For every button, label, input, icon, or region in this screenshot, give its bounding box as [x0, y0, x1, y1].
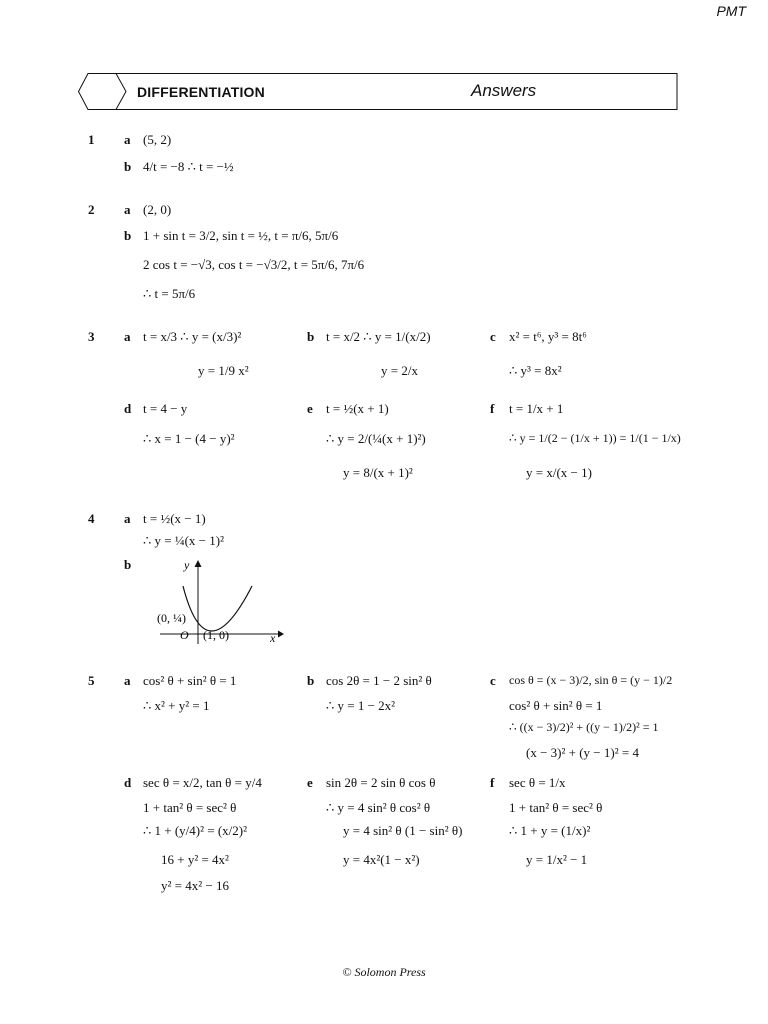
answer-line: sin 2θ = 2 sin θ cos θ	[326, 775, 436, 790]
x-axis-arrow-icon	[278, 631, 284, 638]
question-number: 2	[88, 202, 95, 217]
part-label: c	[490, 673, 496, 688]
answer-line: y = x/(x − 1)	[526, 465, 592, 480]
answer-line: cos 2θ = 1 − 2 sin² θ	[326, 673, 432, 688]
answer-line: 1 + tan² θ = sec² θ	[509, 800, 603, 815]
answer-line: t = 1/x + 1	[509, 401, 564, 416]
answer-line: ∴ ((x − 3)/2)² + ((y − 1)/2)² = 1	[509, 720, 659, 734]
answer-line: (2, 0)	[143, 202, 172, 217]
answer-line: t = x/3 ∴ y = (x/3)²	[143, 329, 242, 344]
answer-line: ∴ y = 2/(¼(x + 1)²)	[326, 431, 426, 446]
answer-line: (x − 3)² + (y − 1)² = 4	[526, 745, 639, 760]
pmt-label: PMT	[716, 3, 746, 19]
part-label: a	[124, 132, 131, 147]
y-intercept-label: (0, ¼)	[157, 611, 186, 625]
hexagon-icon	[79, 74, 127, 110]
answer-line: ∴ 1 + (y/4)² = (x/2)²	[143, 823, 248, 838]
y-axis-label: y	[184, 558, 190, 572]
answer-line: ∴ y = ¼(x − 1)²	[143, 533, 224, 548]
part-label: b	[124, 228, 132, 243]
answer-line: (5, 2)	[143, 132, 172, 147]
answer-line: ∴ y = 1 − 2x²	[326, 698, 396, 713]
answers-label: Answers	[471, 81, 537, 100]
answer-line: t = x/2 ∴ y = 1/(x/2)	[326, 329, 431, 344]
answer-line: 16 + y² = 4x²	[161, 852, 229, 867]
part-label: a	[124, 673, 131, 688]
answer-line: y = 1/x² − 1	[526, 852, 588, 867]
answer-line: 1 + sin t = 3/2, sin t = ½, t = π/6, 5π/6	[143, 228, 339, 243]
page-title: DIFFERENTIATION	[137, 84, 265, 100]
answer-line: ∴ 1 + y = (1/x)²	[509, 823, 591, 838]
part-label: a	[124, 511, 131, 526]
answer-line: ∴ x = 1 − (4 − y)²	[143, 431, 235, 446]
footer-copyright: © Solomon Press	[342, 965, 426, 979]
answer-line: y = 4 sin² θ (1 − sin² θ)	[343, 823, 463, 838]
answer-line: t = ½(x − 1)	[143, 511, 206, 526]
answer-line: ∴ y = 1/(2 − (1/x + 1)) = 1/(1 − 1/x)	[509, 431, 681, 445]
x-axis-label: x	[270, 631, 276, 645]
answer-line: ∴ x² + y² = 1	[143, 698, 210, 713]
part-label: a	[124, 329, 131, 344]
parabola-curve	[183, 586, 252, 631]
question-number: 3	[88, 329, 95, 344]
parabola-graph	[150, 556, 285, 648]
answer-line: t = 4 − y	[143, 401, 188, 416]
answer-line: x² = t⁶, y³ = 8t⁶	[509, 329, 587, 344]
question-number: 1	[88, 132, 95, 147]
y-axis-arrow-icon	[195, 560, 202, 567]
origin-label: O	[180, 628, 189, 642]
part-label: b	[124, 557, 132, 572]
answer-line: 2 cos t = −√3, cos t = −√3/2, t = 5π/6, 7π/6	[143, 257, 365, 272]
answer-line: t = ½(x + 1)	[326, 401, 389, 416]
question-number: 5	[88, 673, 95, 688]
part-label: a	[124, 202, 131, 217]
answer-line: y = 2/x	[381, 363, 418, 378]
part-label: e	[307, 401, 313, 416]
answer-line: 1 + tan² θ = sec² θ	[143, 800, 237, 815]
part-label: d	[124, 775, 132, 790]
answer-line: cos² θ + sin² θ = 1	[509, 698, 603, 713]
answer-line: ∴ t = 5π/6	[143, 286, 196, 301]
question-number: 4	[88, 511, 95, 526]
answer-line: ∴ y = 4 sin² θ cos² θ	[326, 800, 431, 815]
answer-line: sec θ = 1/x	[509, 775, 566, 790]
part-label: b	[124, 159, 132, 174]
answer-line: 4/t = −8 ∴ t = −½	[143, 159, 234, 174]
answer-line: y = 8/(x + 1)²	[343, 465, 413, 480]
minimum-point-label: (1, 0)	[203, 628, 229, 642]
part-label: b	[307, 329, 315, 344]
answer-line: sec θ = x/2, tan θ = y/4	[143, 775, 262, 790]
answer-line: ∴ y³ = 8x²	[509, 363, 562, 378]
part-label: b	[307, 673, 315, 688]
part-label: d	[124, 401, 132, 416]
part-label: c	[490, 329, 496, 344]
part-label: e	[307, 775, 313, 790]
answer-line: cos² θ + sin² θ = 1	[143, 673, 237, 688]
answer-line: y² = 4x² − 16	[161, 878, 229, 893]
part-label: f	[490, 401, 495, 416]
answer-line: y = 4x²(1 − x²)	[343, 852, 420, 867]
part-label: f	[490, 775, 495, 790]
answer-line: y = 1/9 x²	[198, 363, 249, 378]
answer-line: cos θ = (x − 3)/2, sin θ = (y − 1)/2	[509, 673, 673, 687]
